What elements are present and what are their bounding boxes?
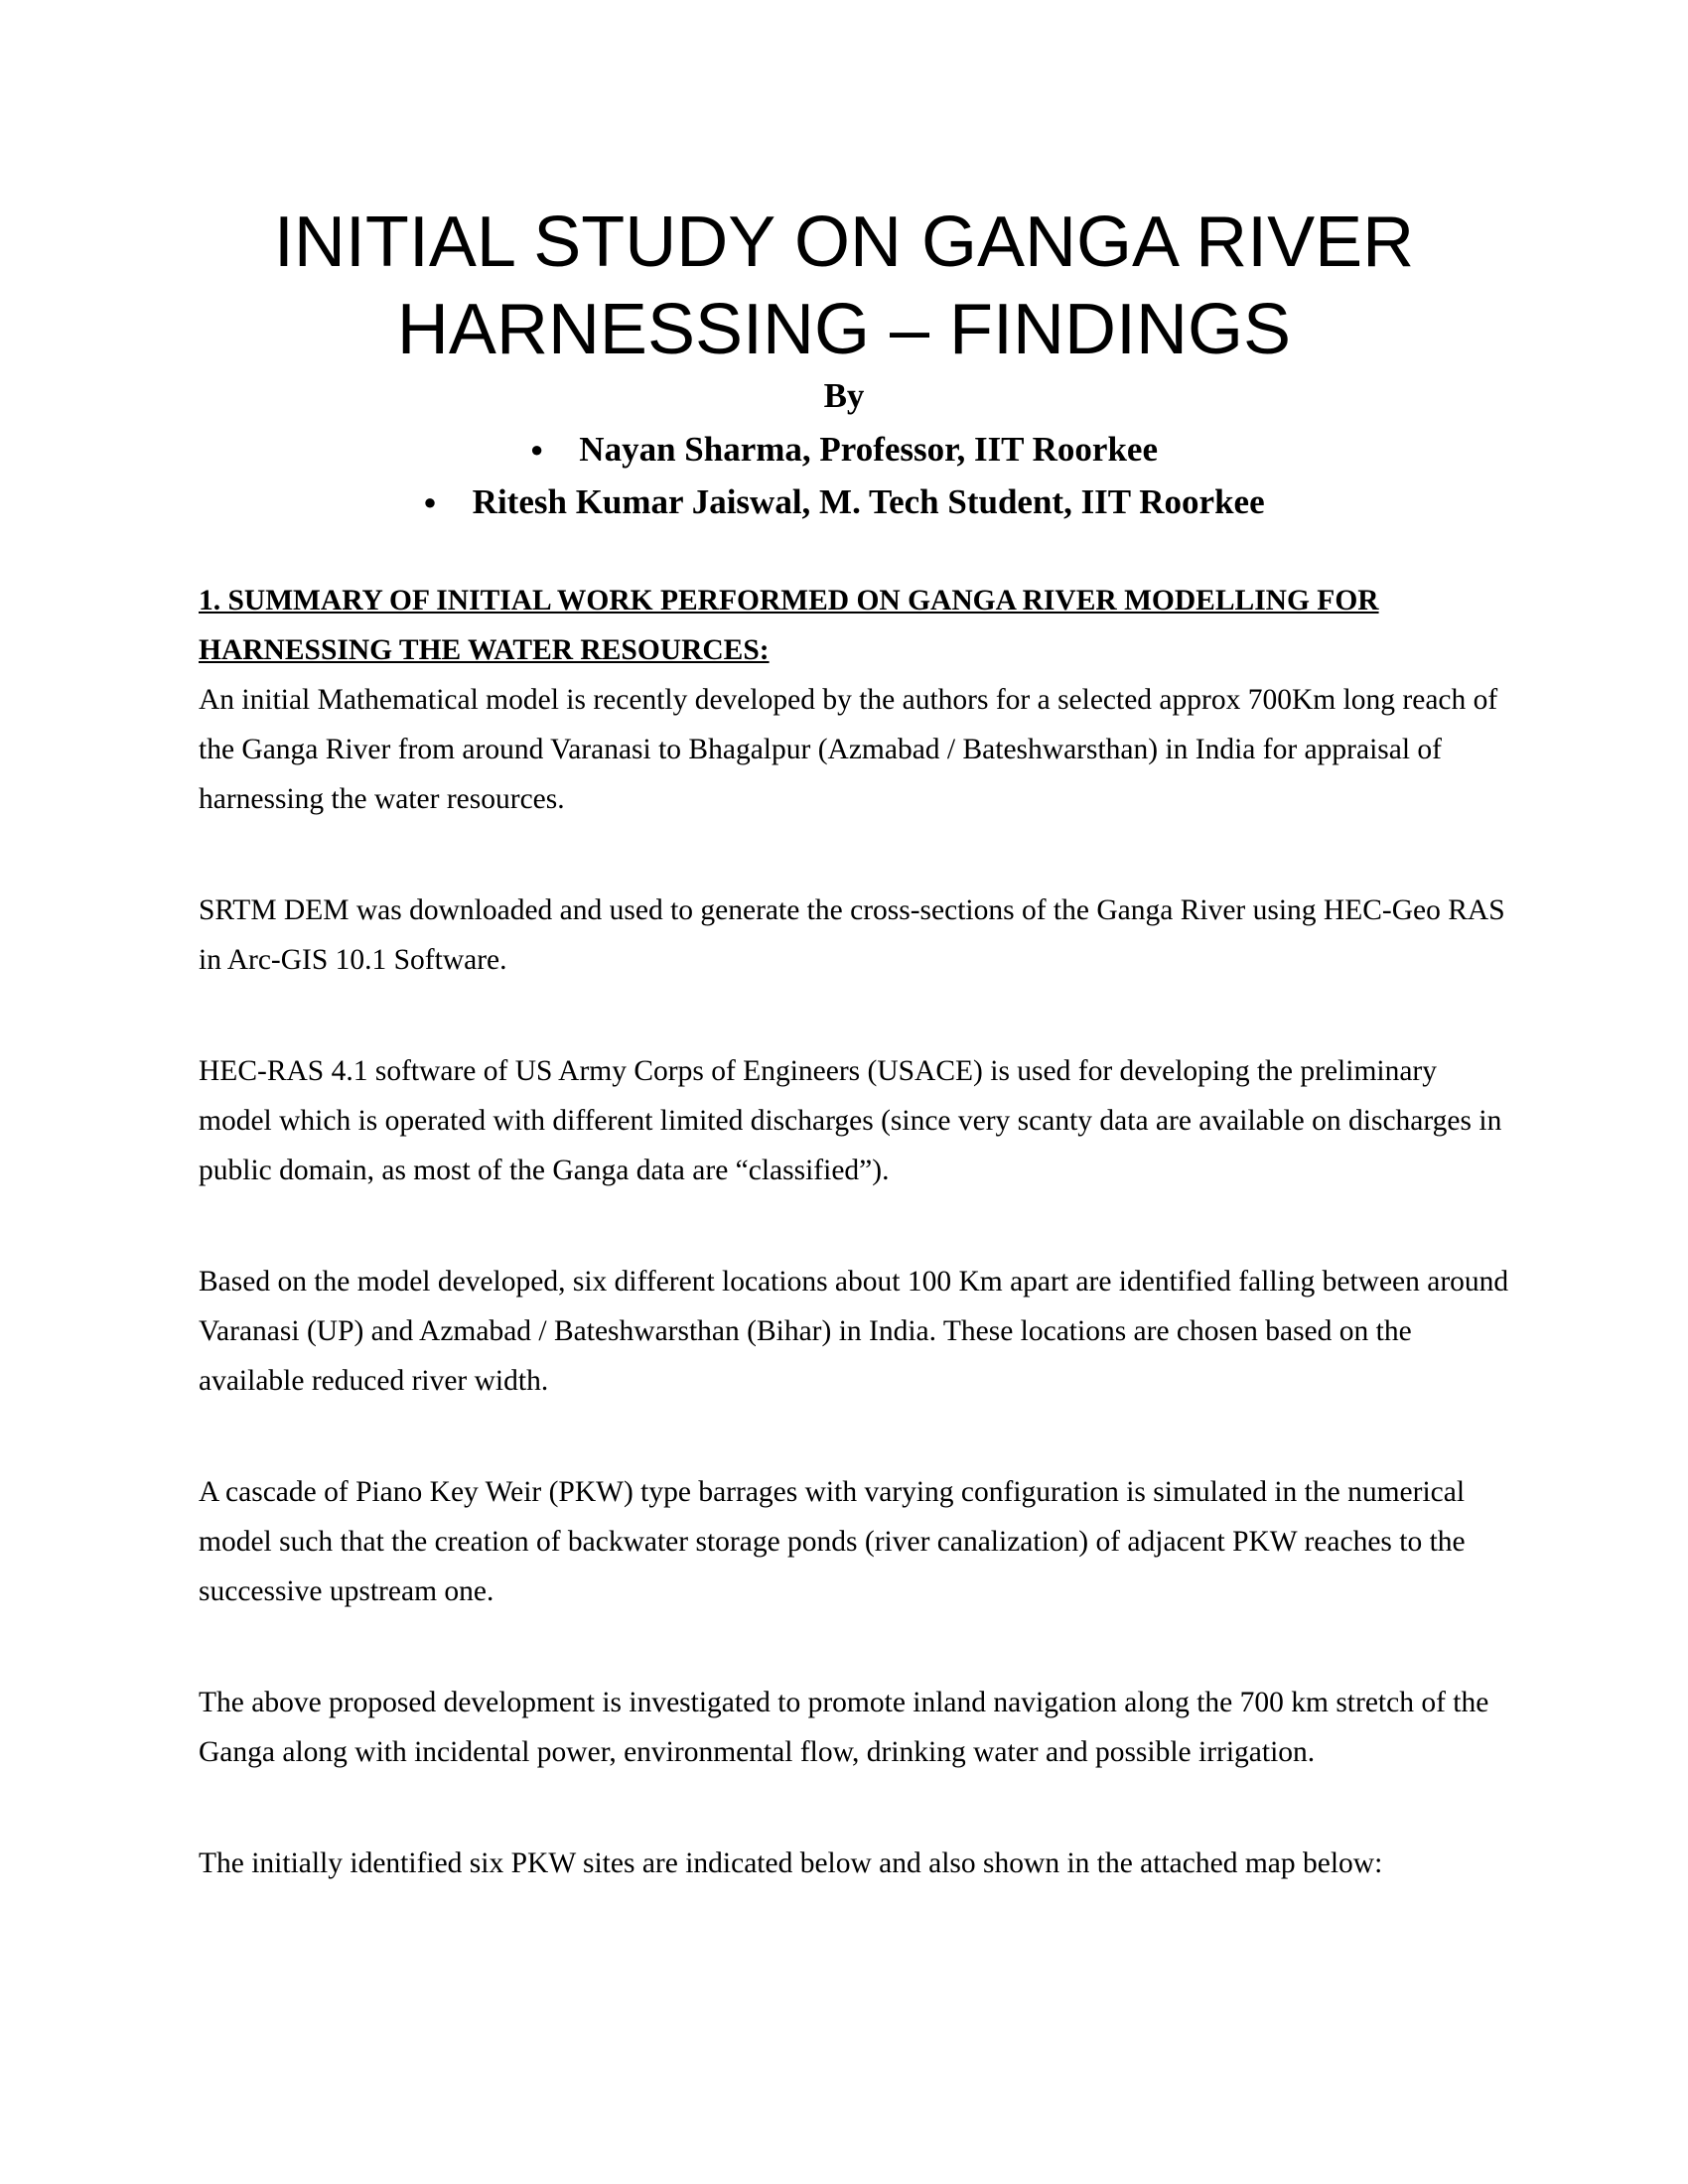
author-name: Nayan Sharma, Professor, IIT Roorkee (579, 430, 1158, 469)
author-list (0, 425, 1688, 530)
bullet-icon: ● (530, 436, 544, 462)
body-paragraph: The above proposed development is investigated to promote inland navigation along the 700 km stretch of the Ganga along with incidental power, environmental flow, drinking water and possible irrigation. (199, 1687, 1489, 1768)
document-body (199, 576, 1509, 1888)
document-title (0, 199, 1688, 373)
section-heading: 1. SUMMARY OF INITIAL WORK PERFORMED ON GANGA RIVER MODELLING FOR HARNESSING THE WATER RESOURCES: (199, 585, 1379, 666)
body-paragraph: A cascade of Piano Key Weir (PKW) type barrages with varying configuration is simulated in the numerical model such that the creation of backwater storage ponds (river canalization) of adjacent PKW reaches to the successive upstream one. (199, 1476, 1466, 1607)
title-line-1: INITIAL STUDY ON GANGA RIVER (273, 203, 1415, 282)
body-paragraph: An initial Mathematical model is recently developed by the authors for a selected approx 700Km long reach of the Ganga River from around Varanasi to Bhagalpur (Azmabad / Bateshwarsthan) in India for appraisal of harnessing the water resources. (199, 684, 1498, 815)
author-name: Ritesh Kumar Jaiswal, M. Tech Student, IIT Roorkee (472, 481, 1265, 521)
by-label: By (823, 376, 865, 415)
author-item (0, 425, 1688, 478)
body-paragraph: HEC-RAS 4.1 software of US Army Corps of Engineers (USACE) is used for developing the preliminary model which is operated with different limited discharges (since very scanty data are available on discharges in public domain, as most of the Ganga data are “classified”). (199, 1055, 1502, 1186)
body-paragraph: The initially identified six PKW sites are indicated below and also shown in the attached map below: (199, 1847, 1383, 1879)
body-paragraph: Based on the model developed, six different locations about 100 Km apart are identified falling between around Varanasi (UP) and Azmabad / Bateshwarsthan (Bihar) in India. These locations are chosen based on the available reduced river width. (199, 1266, 1509, 1397)
bullet-icon: ● (423, 488, 437, 514)
body-paragraph: SRTM DEM was downloaded and used to generate the cross-sections of the Ganga River using HEC-Geo RAS in Arc-GIS 10.1 Software. (199, 894, 1505, 976)
author-item (0, 478, 1688, 530)
title-line-2: HARNESSING – FINDINGS (396, 290, 1292, 369)
